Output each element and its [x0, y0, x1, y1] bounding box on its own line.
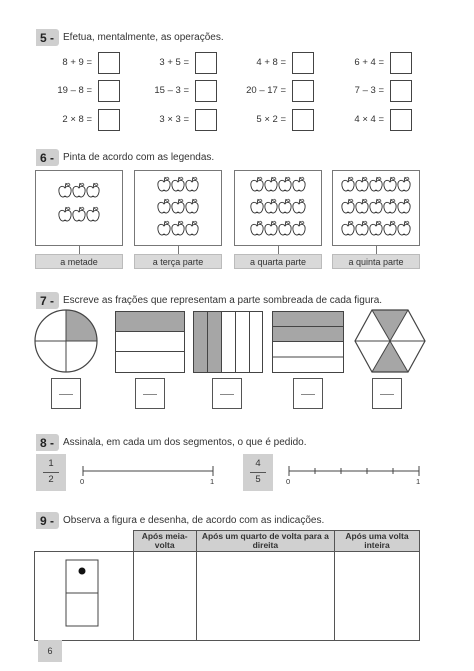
apple-icon[interactable]: [293, 177, 305, 191]
fraction-bar: [43, 472, 59, 473]
legend-connector: [376, 246, 377, 254]
number-line-end-label: 1: [416, 477, 421, 486]
question-6-text: Pinta de acordo com as legendas.: [63, 152, 215, 163]
answer-fraction-box[interactable]: [372, 378, 402, 409]
fraction-bar: [143, 394, 157, 395]
drawing-table: [34, 530, 420, 641]
question-9-text: Observa a figura e desenha, de acordo com as indicações.: [63, 515, 325, 526]
answer-fraction-box[interactable]: [212, 378, 242, 409]
answer-fraction-box[interactable]: [51, 378, 81, 409]
legend-label: a terça parte: [134, 254, 222, 269]
legend-connector: [278, 246, 279, 254]
answer-box[interactable]: [292, 52, 314, 74]
drawing-cell[interactable]: [334, 552, 419, 641]
apple-icon[interactable]: [342, 177, 354, 191]
fraction-bar: [380, 394, 394, 395]
apple-icon[interactable]: [172, 177, 184, 191]
apple-icon[interactable]: [356, 177, 368, 191]
apple-icon[interactable]: [186, 221, 198, 235]
apple-group: [36, 171, 122, 245]
fraction-numerator: 4: [255, 458, 261, 469]
apple-icon[interactable]: [356, 221, 368, 235]
apple-icon[interactable]: [279, 199, 291, 213]
apple-icon[interactable]: [398, 177, 410, 191]
number-line-start-label: 0: [80, 477, 85, 486]
apple-icon[interactable]: [158, 177, 170, 191]
apple-icon[interactable]: [370, 177, 382, 191]
number-line-1: [78, 464, 218, 478]
apple-icon[interactable]: [342, 221, 354, 235]
fraction-denominator: 2: [48, 474, 54, 485]
rect-shaded-band: [273, 312, 344, 327]
question-number-6: 6 -: [36, 149, 59, 166]
rectangle-thirds-figure: [115, 311, 185, 373]
apple-panel: [134, 170, 222, 246]
number-line-start-label: 0: [286, 477, 291, 486]
operation-label: 6 + 4 =: [354, 57, 384, 68]
fraction-bar: [301, 394, 315, 395]
fraction-bar: [220, 394, 234, 395]
question-number-7: 7 -: [36, 292, 59, 309]
reference-figure-cell: [35, 552, 134, 641]
table-column-header: Após uma volta inteira: [334, 531, 419, 552]
question-7-text: Escreve as frações que representam a parte sombreada de cada figura.: [63, 295, 383, 306]
apple-icon[interactable]: [370, 199, 382, 213]
operation-label: 7 – 3 =: [354, 85, 384, 96]
apple-icon[interactable]: [384, 199, 396, 213]
apple-icon[interactable]: [186, 199, 198, 213]
fraction-denominator: 5: [255, 474, 261, 485]
apple-icon[interactable]: [356, 199, 368, 213]
apple-icon[interactable]: [265, 199, 277, 213]
table-column-header: Após um quarto de volta para a direita: [196, 531, 334, 552]
apple-icon[interactable]: [73, 183, 85, 197]
apple-icon[interactable]: [265, 221, 277, 235]
drawing-cell[interactable]: [133, 552, 196, 641]
apple-icon[interactable]: [158, 221, 170, 235]
operation-label: 20 – 17 =: [246, 85, 286, 96]
apple-icon[interactable]: [384, 221, 396, 235]
question-number-8: 8 -: [36, 434, 59, 451]
table-header-row: [35, 531, 420, 552]
domino-dot: [79, 568, 86, 575]
fraction-bar: [250, 472, 266, 473]
question-8-text: Assinala, em cada um dos segmentos, o que é pedido.: [63, 437, 307, 448]
apple-icon[interactable]: [384, 177, 396, 191]
apple-icon[interactable]: [59, 207, 71, 221]
apple-panel: [234, 170, 322, 246]
apple-icon[interactable]: [293, 199, 305, 213]
answer-box[interactable]: [98, 52, 120, 74]
apple-icon[interactable]: [398, 199, 410, 213]
apple-group: [135, 171, 221, 245]
table-column-header: Após meia-volta: [133, 531, 196, 552]
operation-label: 2 × 8 =: [62, 114, 92, 125]
operation-label: 3 × 3 =: [159, 114, 189, 125]
rect-shaded-column: [194, 312, 208, 373]
rect-shaded-band: [273, 327, 344, 342]
fraction-label-card: [243, 454, 273, 491]
table-row: [35, 552, 420, 641]
operation-label: 8 + 9 =: [62, 57, 92, 68]
rectangle-fifths-figure: [193, 311, 263, 373]
answer-fraction-box[interactable]: [293, 378, 323, 409]
rect-shaded-band: [116, 312, 185, 332]
answer-box[interactable]: [292, 109, 314, 131]
operation-label: 15 – 3 =: [154, 85, 189, 96]
hexagon-shaded-triangle: [372, 310, 408, 341]
apple-icon[interactable]: [251, 199, 263, 213]
answer-box[interactable]: [292, 80, 314, 102]
fraction-bar: [59, 394, 73, 395]
apple-icon[interactable]: [293, 221, 305, 235]
apple-icon[interactable]: [265, 177, 277, 191]
page-number: 6: [38, 640, 62, 662]
apple-icon[interactable]: [279, 177, 291, 191]
hexagon-sixths-figure: [354, 309, 426, 373]
answer-box[interactable]: [98, 109, 120, 131]
operation-label: 4 + 8 =: [256, 57, 286, 68]
fraction-label-card: [36, 454, 66, 491]
hexagon-shaded-triangle: [372, 341, 408, 372]
answer-box[interactable]: [390, 52, 412, 74]
apple-panel: [332, 170, 420, 246]
table-corner-cell: [35, 531, 134, 552]
question-number-9: 9 -: [36, 512, 59, 529]
question-number-5: 5 -: [36, 29, 59, 46]
rect-shaded-column: [208, 312, 222, 373]
fraction-numerator: 1: [48, 458, 54, 469]
apple-icon[interactable]: [172, 221, 184, 235]
number-line-2: [284, 464, 424, 478]
apple-icon[interactable]: [251, 221, 263, 235]
legend-label: a metade: [35, 254, 123, 269]
apple-group: [333, 171, 419, 245]
apple-group: [235, 171, 321, 245]
legend-connector: [178, 246, 179, 254]
apple-icon[interactable]: [279, 221, 291, 235]
answer-box[interactable]: [390, 109, 412, 131]
answer-fraction-box[interactable]: [135, 378, 165, 409]
apple-icon[interactable]: [342, 199, 354, 213]
legend-connector: [79, 246, 80, 254]
apple-icon[interactable]: [87, 207, 99, 221]
apple-icon[interactable]: [172, 199, 184, 213]
apple-icon[interactable]: [251, 177, 263, 191]
apple-icon[interactable]: [59, 183, 71, 197]
apple-panel: [35, 170, 123, 246]
apple-icon[interactable]: [186, 177, 198, 191]
answer-box[interactable]: [195, 80, 217, 102]
question-5-text: Efetua, mentalmente, as operações.: [63, 32, 224, 43]
apple-icon[interactable]: [398, 221, 410, 235]
rectangle-quarters-figure: [272, 311, 344, 373]
apple-icon[interactable]: [73, 207, 85, 221]
drawing-cell[interactable]: [196, 552, 334, 641]
apple-icon[interactable]: [158, 199, 170, 213]
operation-label: 19 – 8 =: [57, 85, 92, 96]
legend-label: a quinta parte: [332, 254, 420, 269]
number-line-end-label: 1: [210, 477, 215, 486]
apple-icon[interactable]: [87, 183, 99, 197]
circle-quarters-figure: [34, 309, 98, 373]
operation-label: 3 + 5 =: [159, 57, 189, 68]
answer-box[interactable]: [195, 52, 217, 74]
answer-box[interactable]: [390, 80, 412, 102]
operation-label: 5 × 2 =: [256, 114, 286, 125]
answer-box[interactable]: [195, 109, 217, 131]
operation-label: 4 × 4 =: [354, 114, 384, 125]
legend-label: a quarta parte: [234, 254, 322, 269]
answer-box[interactable]: [98, 80, 120, 102]
domino-figure: [35, 552, 129, 638]
apple-icon[interactable]: [370, 221, 382, 235]
